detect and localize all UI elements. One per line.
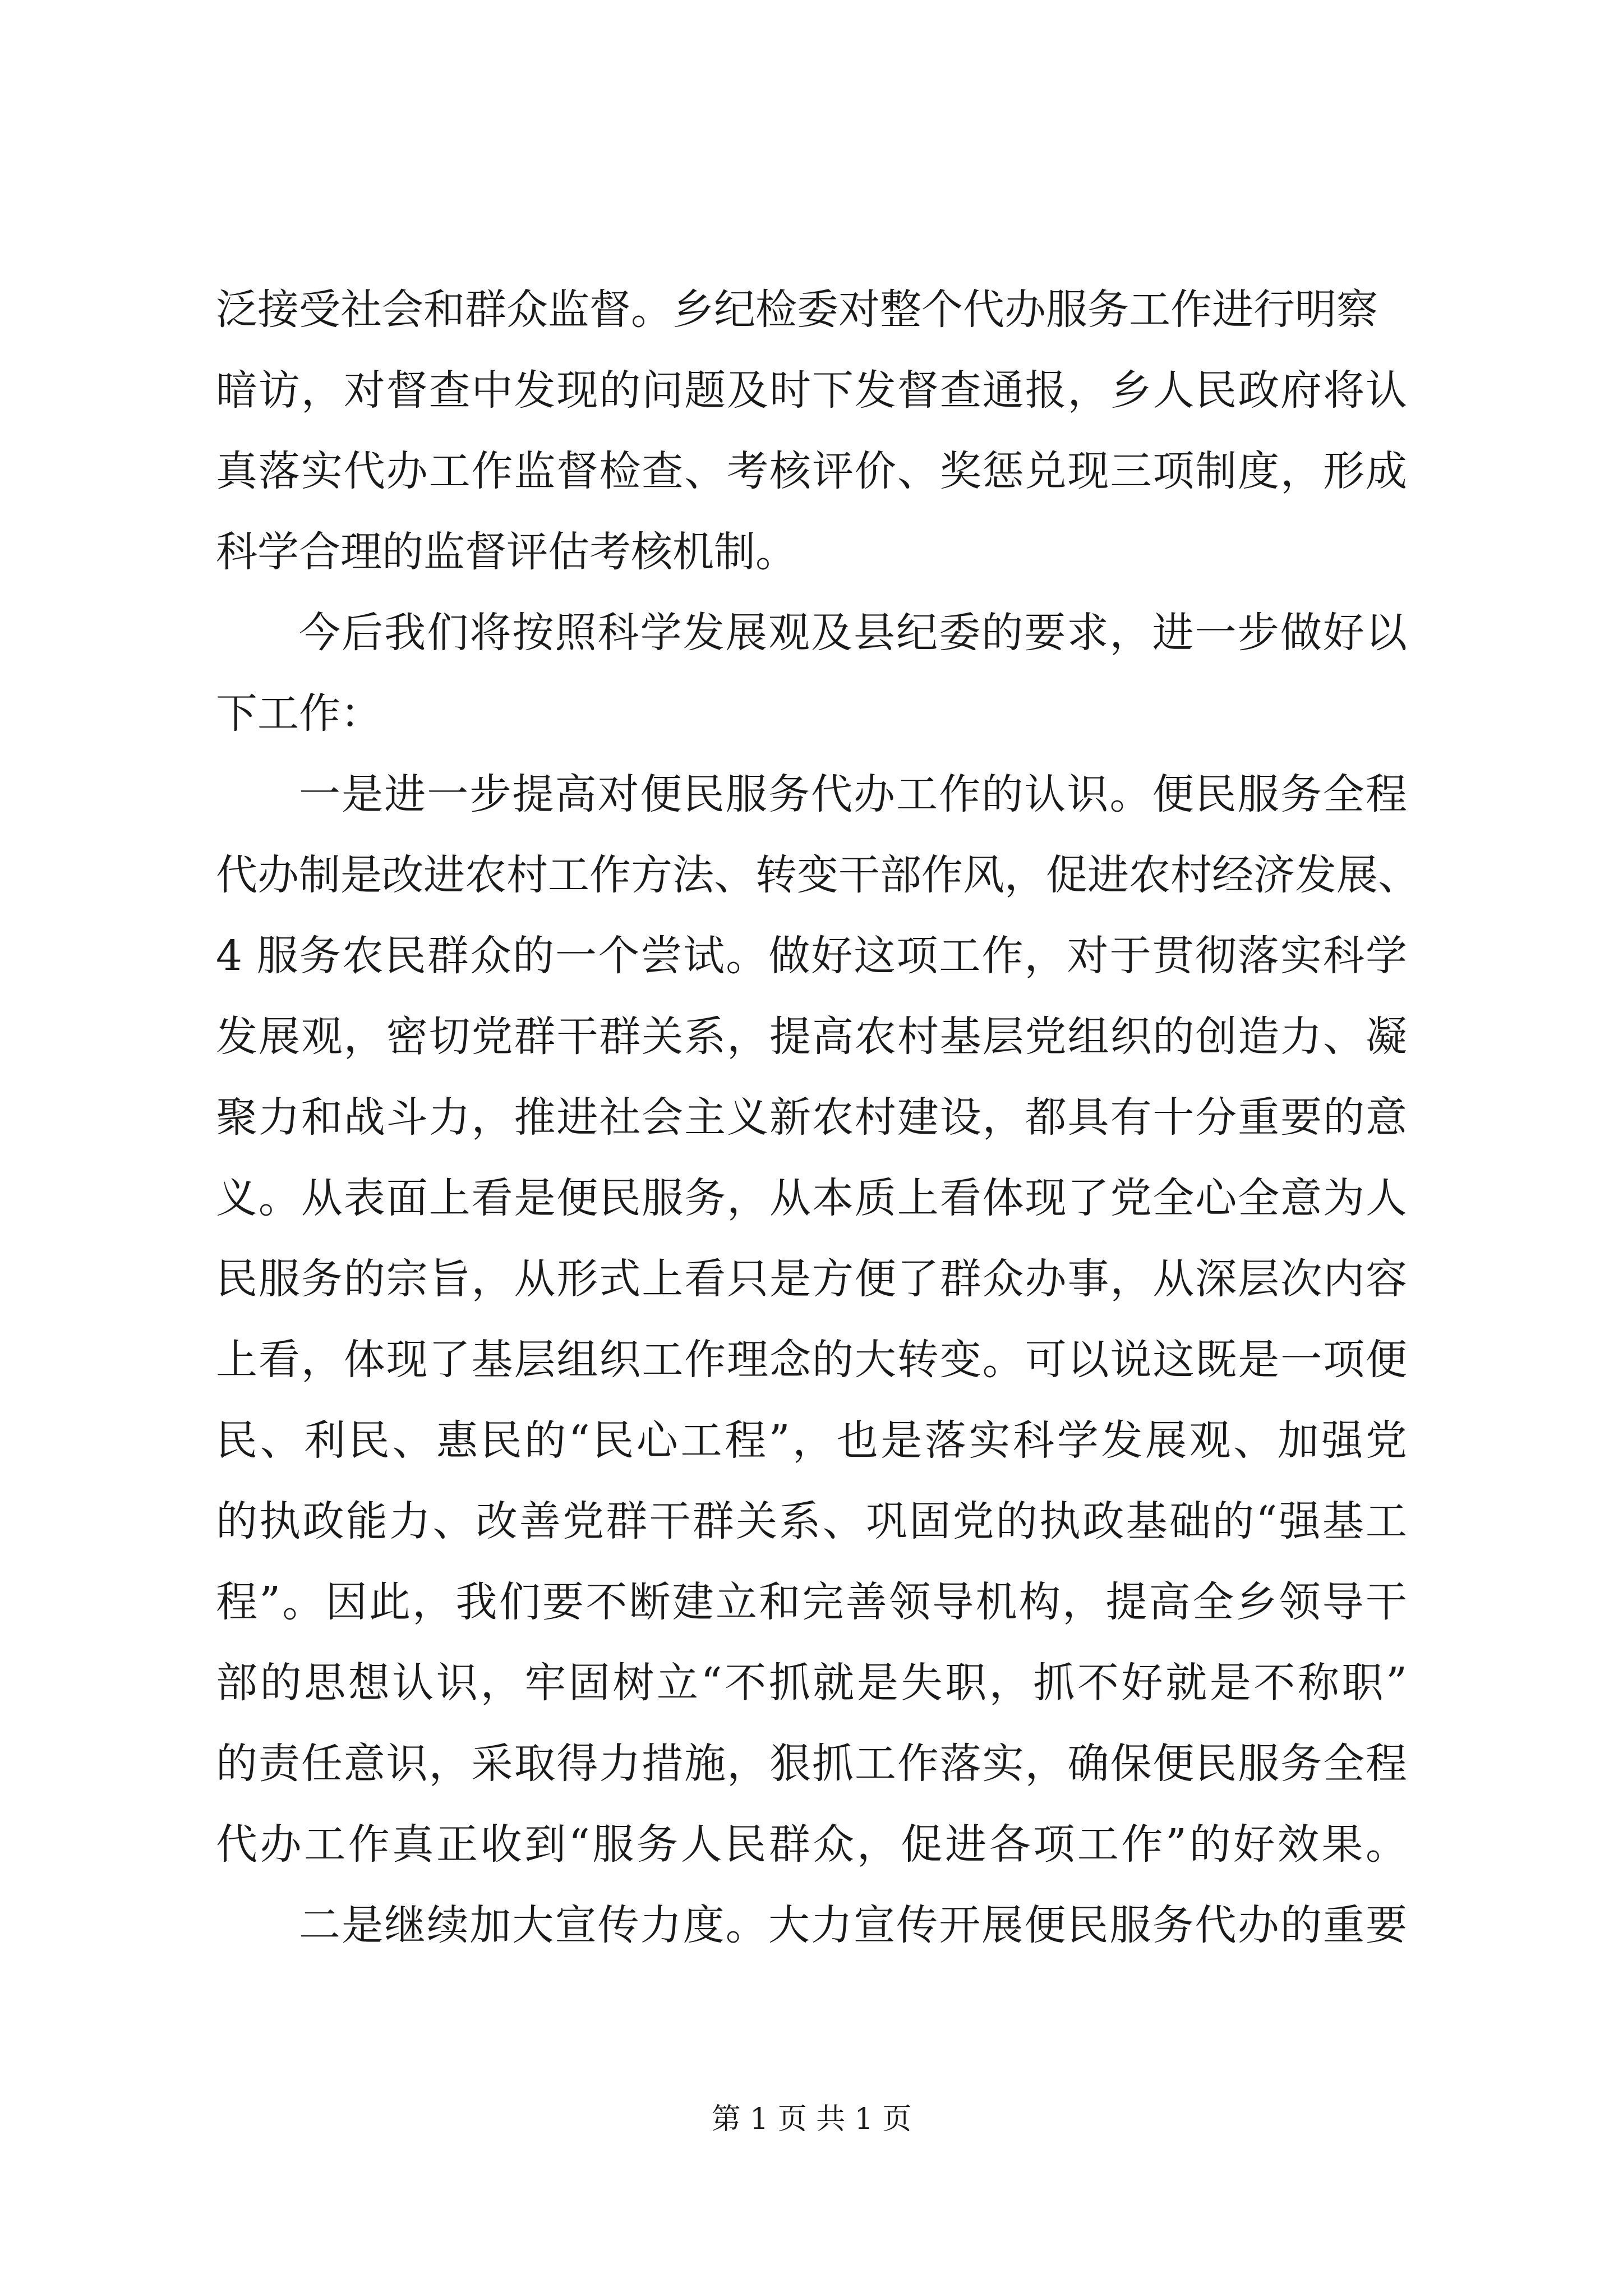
- text-line: 程”。因此，我们要不断建立和完善领导机构，提高全乡领导干: [216, 1578, 1407, 1626]
- text-line: 部的思想认识，牢固树立“不抓就是失职，抓不好就是不称职”: [216, 1659, 1407, 1707]
- text-line: 上看，体现了基层组织工作理念的大转变。可以说这既是一项便: [216, 1336, 1407, 1384]
- text-line: 的执政能力、改善党群干群关系、巩固党的执政基础的“强基工: [216, 1497, 1407, 1545]
- text-line: 代办制是改进农村工作方法、转变干部作风，促进农村经济发展、: [216, 851, 1419, 899]
- text-line: 今后我们将按照科学发展观及县纪委的要求，进一步做好以: [299, 609, 1407, 657]
- text-line: 聚力和战斗力，推进社会主义新农村建设，都具有十分重要的意: [216, 1093, 1407, 1142]
- text-line: 泛接受社会和群众监督。乡纪检委对整个代办服务工作进行明察: [216, 286, 1378, 334]
- page-number-label: 第 1 页 共 1 页: [711, 2102, 912, 2136]
- text-line: 发展观，密切党群干群关系，提高农村基层党组织的创造力、凝: [216, 1013, 1407, 1061]
- text-line: 科学合理的监督评估考核机制。: [216, 528, 797, 576]
- text-line: 下工作：: [216, 689, 382, 738]
- text-line: 一是进一步提高对便民服务代办工作的认识。便民服务全程: [299, 770, 1407, 818]
- text-line: 义。从表面上看是便民服务，从本质上看体现了党全心全意为人: [216, 1174, 1407, 1222]
- text-line: 真落实代办工作监督检查、考核评价、奖惩兑现三项制度，形成: [216, 447, 1407, 495]
- text-line: 4 服务农民群众的一个尝试。做好这项工作，对于贯彻落实科学: [216, 932, 1407, 980]
- text-line: 民、利民、惠民的“民心工程”，也是落实科学发展观、加强党: [216, 1416, 1407, 1465]
- text-line: 暗访，对督查中发现的问题及时下发督查通报，乡人民政府将认: [216, 366, 1407, 415]
- text-line: 的责任意识，采取得力措施，狠抓工作落实，确保便民服务全程: [216, 1740, 1407, 1788]
- text-line: 二是继续加大宣传力度。大力宣传开展便民服务代办的重要: [299, 1901, 1407, 1949]
- text-line: 民服务的宗旨，从形式上看只是方便了群众办事，从深层次内容: [216, 1255, 1407, 1303]
- body-text: [216, 269, 1419, 1966]
- page-footer: [0, 2095, 1623, 2137]
- text-line: 代办工作真正收到“服务人民群众，促进各项工作”的好效果。: [216, 1820, 1407, 1869]
